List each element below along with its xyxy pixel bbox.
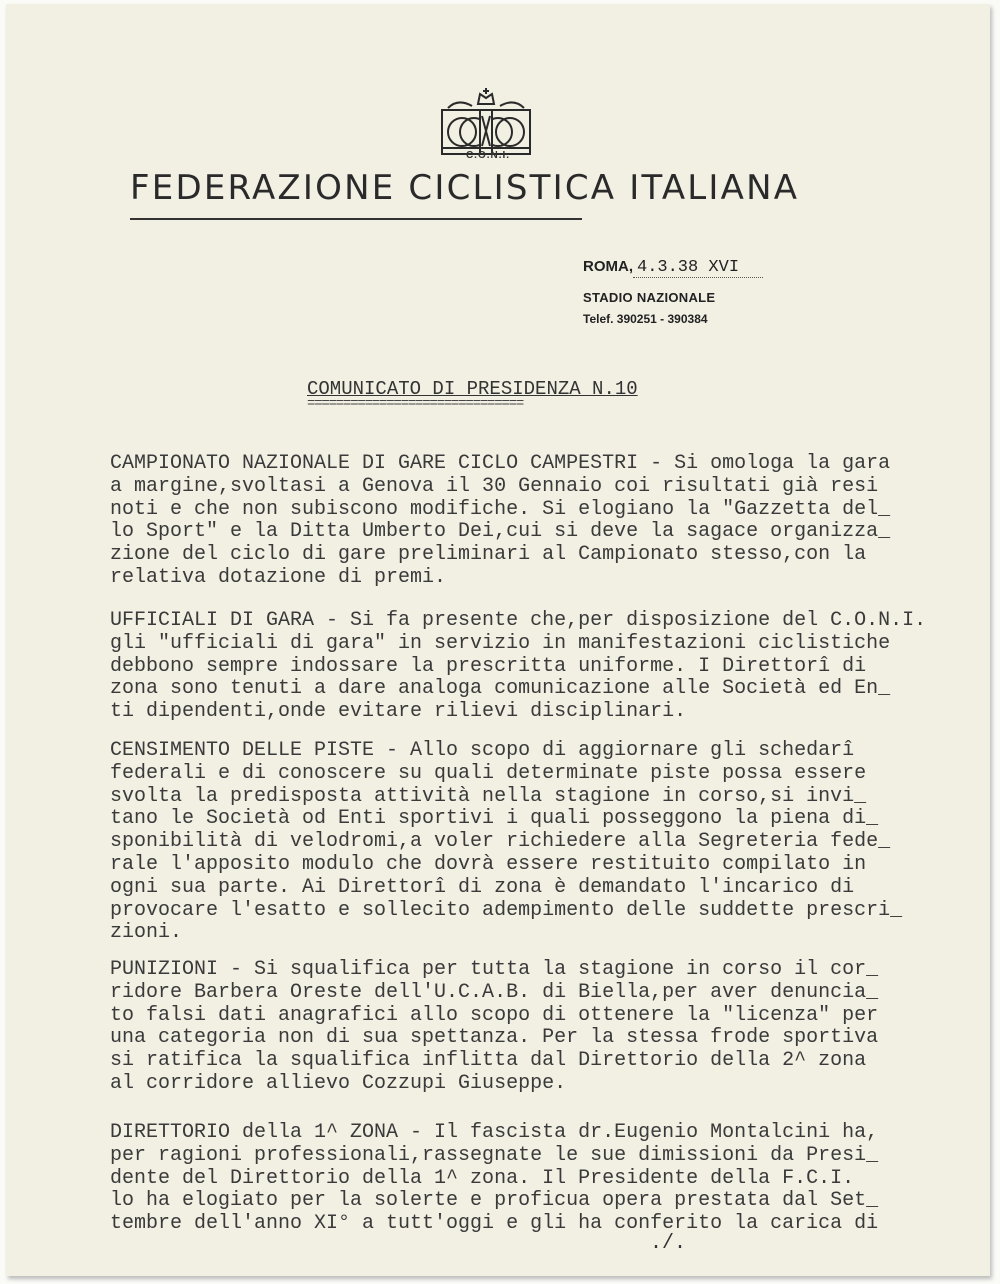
title-underline <box>130 218 582 220</box>
city: ROMA, <box>583 258 633 275</box>
text-line: tembre dell'anno XI° a tutt'oggi e gli ha conferito la carica di <box>110 1212 879 1236</box>
text-line: CENSIMENTO DELLE PISTE - Allo scopo di aggiornare gli schedarî <box>110 739 855 762</box>
text-line: UFFICIALI DI GARA - Si fa presente che,per disposizione del C.O.N.I. <box>110 609 927 632</box>
text-line: dente del Direttorio della 1^ zona. Il Presidente della F.C.I. <box>110 1166 855 1190</box>
text-line: tano le Società od Enti sportivi i quali posseggono la piena di_ <box>110 807 879 831</box>
coni-label: C.O.N.I. <box>465 150 511 161</box>
text-line: debbono sempre indossare la prescritta uniforme. I Direttorî di <box>110 654 867 678</box>
paragraph <box>110 453 890 590</box>
text-line: una categoria non di sua spettanza. Per la stessa frode sportiva <box>110 1026 879 1050</box>
address: STADIO NAZIONALE <box>583 290 716 305</box>
text-line: gli "ufficiali di gara" in servizio in manifestazioni ciclistiche <box>110 631 891 655</box>
text-line: per ragioni professionali,rassegnate le sue dimissioni da Presi_ <box>110 1143 879 1167</box>
text-line: sponibilità di velodromi,a voler richiedere alla Segreteria fede_ <box>110 830 891 854</box>
continuation-mark: ./. <box>650 1232 687 1255</box>
text-line: svolta la predisposta attività nella stagione in corso,si invi_ <box>110 784 867 808</box>
paragraph <box>110 610 926 724</box>
organization-title: FEDERAZIONE CICLISTICA ITALIANA <box>130 168 800 208</box>
place-date <box>583 258 763 277</box>
text-line: provocare l'esatto e sollecito adempimento delle suddette prescri_ <box>110 898 903 922</box>
text-line: federali e di conoscere su quali determinate piste possa essere <box>110 761 867 785</box>
paragraph <box>110 740 902 945</box>
document-heading: COMUNICATO DI PRESIDENZA N.10 <box>307 378 638 400</box>
text-line: noti e che non subiscono modifiche. Si elogiano la "Gazzetta del_ <box>110 497 891 521</box>
text-line: si ratifica la squalifica inflitta dal Direttorio della 2^ zona <box>110 1049 867 1073</box>
text-line: DIRETTORIO della 1^ ZONA - Il fascista dr.Eugenio Montalcini ha, <box>110 1121 879 1144</box>
text-line: lo Sport" e la Ditta Umberto Dei,cui si deve la sagace organizza_ <box>110 520 891 544</box>
text-line: zione del ciclo di gare preliminari al Campionato stesso,con la <box>110 543 867 567</box>
text-line: lo ha elogiato per la solerte e proficua opera prestata dal Set_ <box>110 1189 879 1213</box>
date: 4.3.38 XVI <box>633 258 763 278</box>
text-line: al corridore allievo Cozzupi Giuseppe. <box>110 1071 567 1095</box>
text-line: CAMPIONATO NAZIONALE DI GARE CICLO CAMPESTRI - Si omologa la gara <box>110 452 891 475</box>
heading-double-rule: ============================== <box>307 396 524 412</box>
paragraph <box>110 959 878 1096</box>
text-line: relativa dotazione di premi. <box>110 565 447 589</box>
text-line: zona sono tenuti a dare analoga comunicazione alle Società ed En_ <box>110 677 891 701</box>
phone: Telef. 390251 - 390384 <box>583 312 708 326</box>
text-line: to falsi dati anagrafici allo scopo di ottenere la "licenza" per <box>110 1003 879 1027</box>
text-line: PUNIZIONI - Si squalifica per tutta la stagione in corso il cor_ <box>110 958 879 981</box>
text-line: ogni sua parte. Ai Direttorî di zona è demandato l'incarico di <box>110 875 855 899</box>
text-line: ridore Barbera Oreste dell'U.C.A.B. di Biella,per aver denuncia_ <box>110 980 879 1004</box>
paragraph <box>110 1122 878 1236</box>
text-line: a margine,svoltasi a Genova il 30 Gennaio coi risultati già resi <box>110 474 879 498</box>
text-line: ti dipendenti,onde evitare rilievi disciplinari. <box>110 700 687 724</box>
text-line: rale l'apposito modulo che dovrà essere restituito compilato in <box>110 852 867 876</box>
text-line: zioni. <box>110 921 183 945</box>
